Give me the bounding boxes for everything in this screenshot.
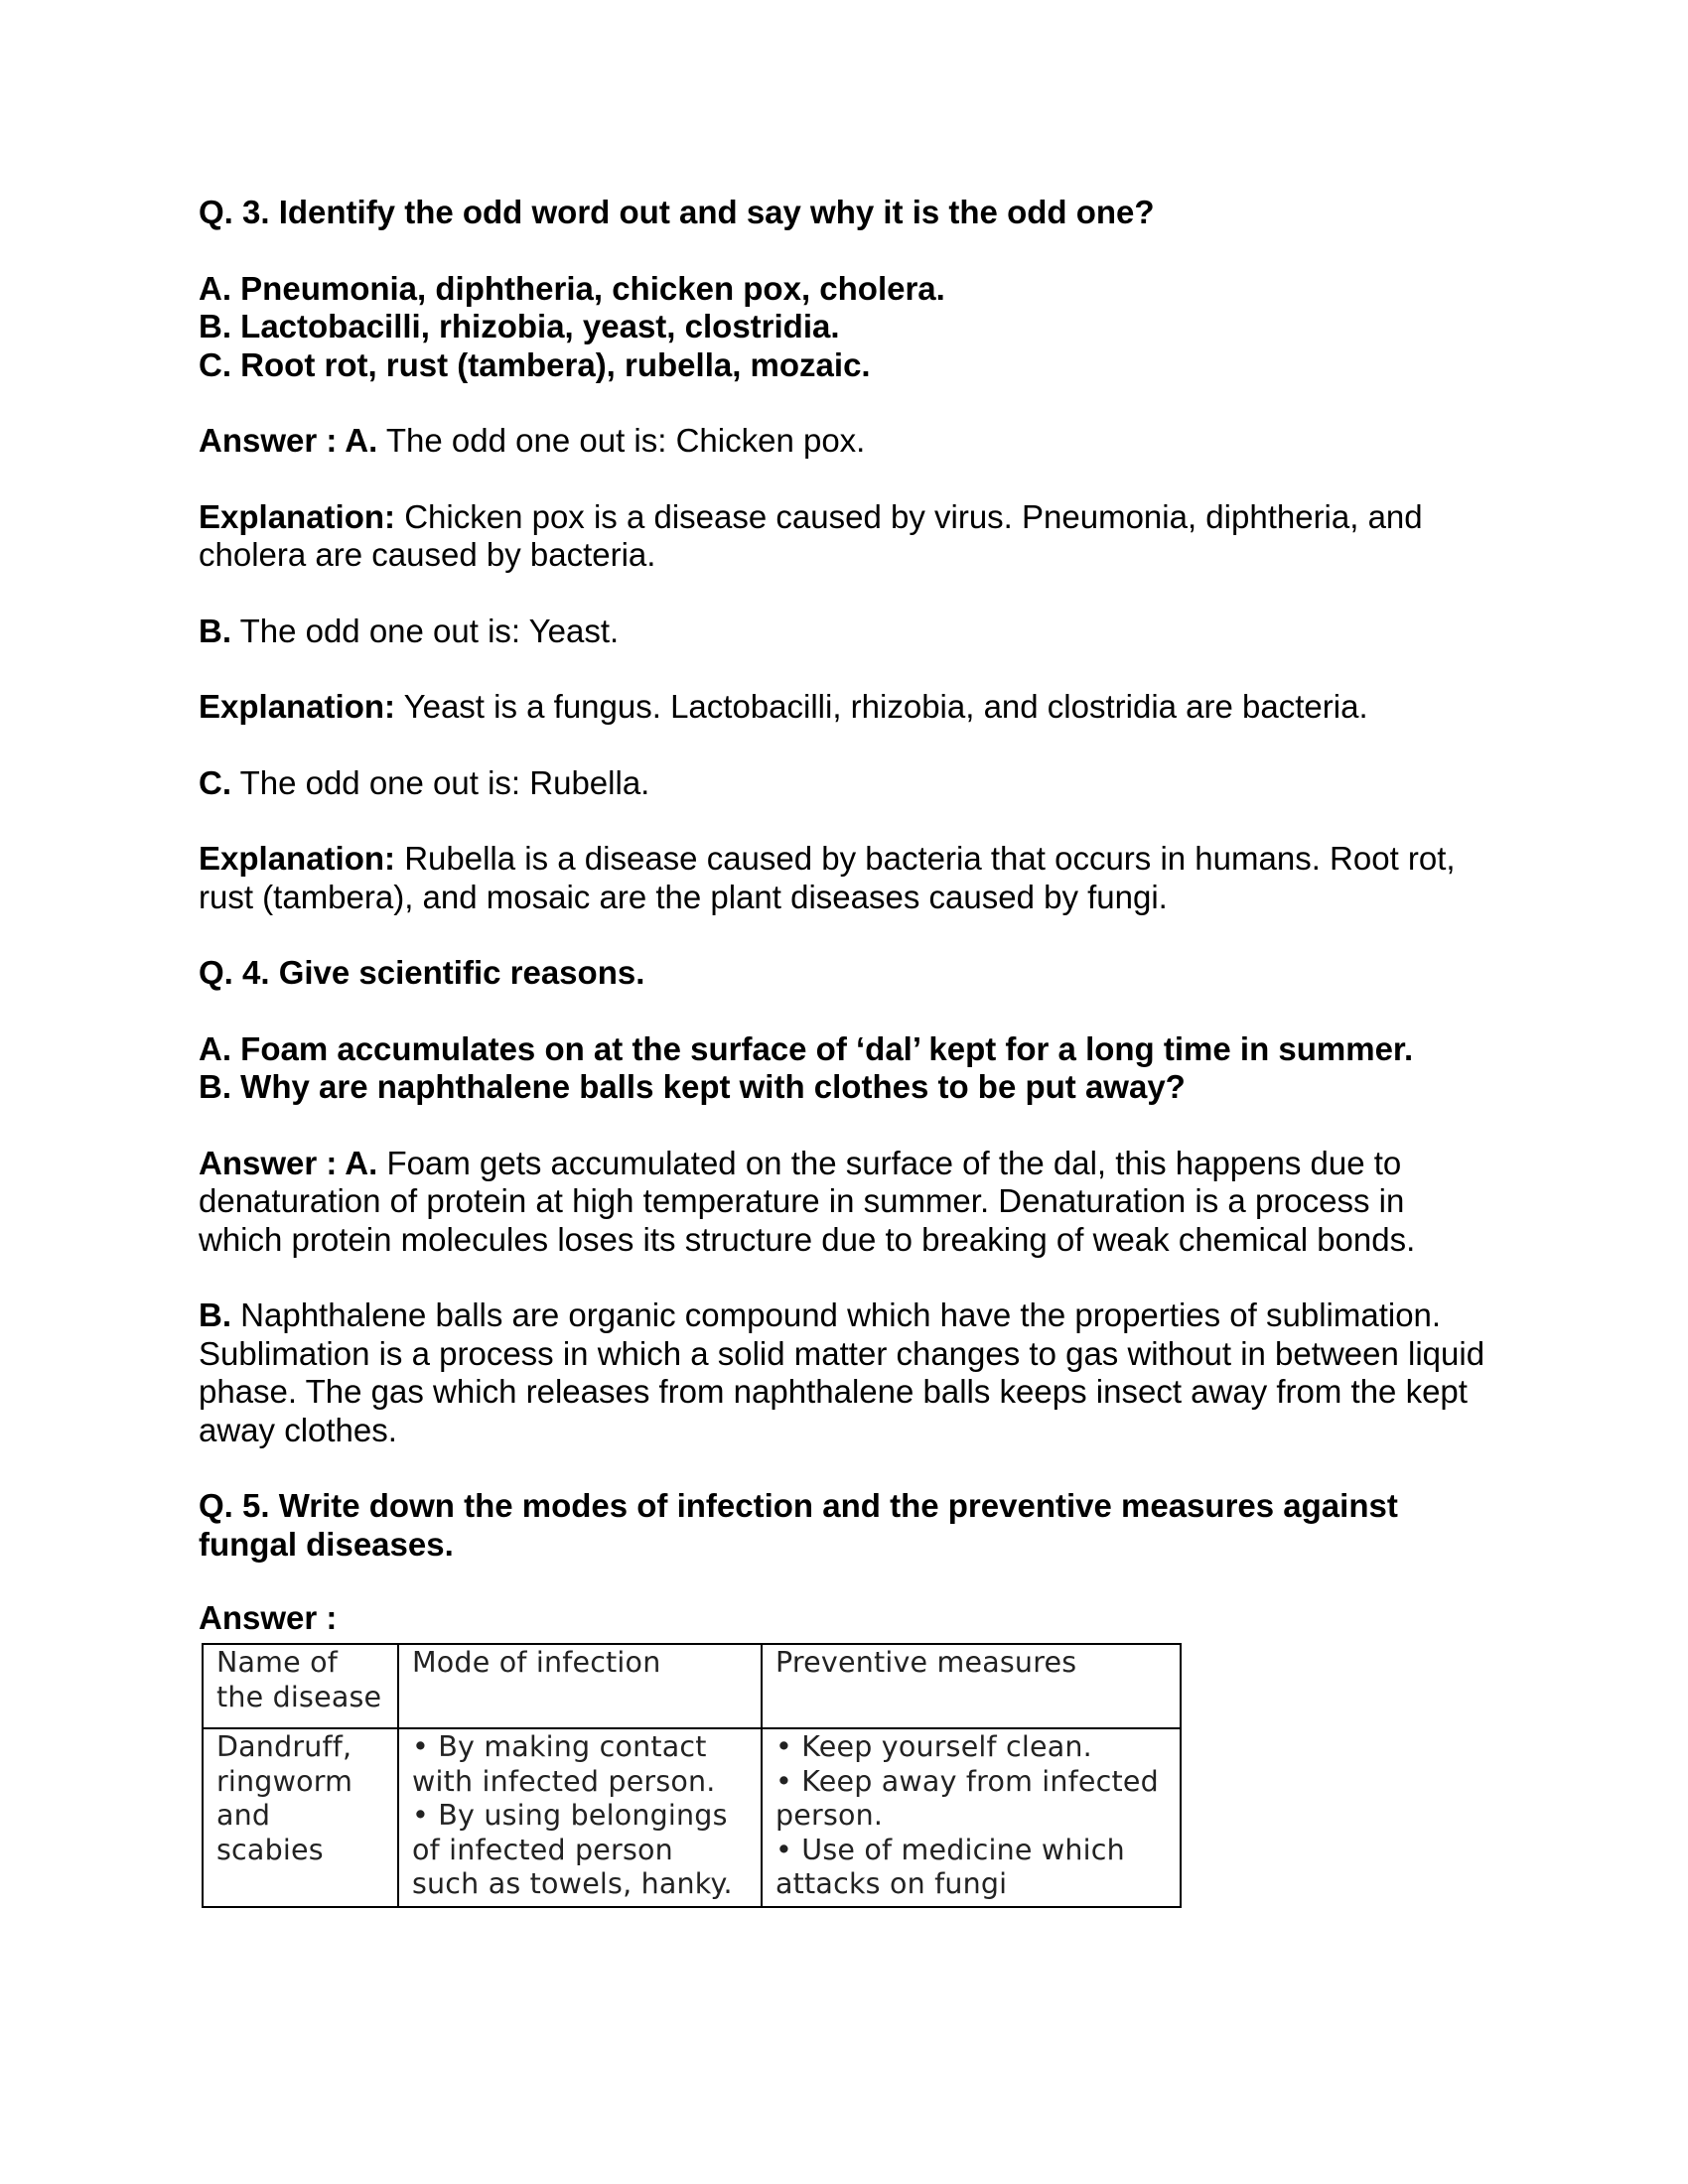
q3-answer-a: [199, 422, 1489, 461]
q4-option-b: B. Why are naphthalene balls kept with clothes to be put away?: [199, 1068, 1186, 1105]
cell-measures: [762, 1728, 1181, 1907]
question-3-options: [199, 270, 1489, 385]
table-header-row: [203, 1644, 1181, 1728]
explanation-text: Chicken pox is a disease caused by virus. Pneumonia, diphtheria, and cholera are caused by bacteria.: [199, 497, 1423, 573]
answer-c-label: C.: [199, 763, 231, 801]
answer-b-label: B.: [199, 1297, 231, 1333]
cell-disease: Dandruff, ringworm and scabies: [203, 1728, 398, 1907]
q3-option-a: A. Pneumonia, diphtheria, chicken pox, cholera.: [199, 269, 945, 307]
explanation-label: Explanation:: [199, 840, 396, 877]
answer-text: The odd one out is: Yeast.: [231, 612, 620, 649]
question-3: Q. 3. Identify the odd word out and say why it is the odd one?: [199, 194, 1155, 230]
fungal-diseases-table: [202, 1643, 1182, 1908]
header-mode: Mode of infection: [398, 1644, 762, 1728]
question-4-options: [199, 1030, 1489, 1107]
q3-option-c: C. Root rot, rust (tambera), rubella, mozaic.: [199, 345, 871, 383]
mode-item: • By making contact with infected person.: [412, 1730, 716, 1798]
measure-item: • Keep yourself clean.: [775, 1730, 1092, 1763]
question-5: Q. 5. Write down the modes of infection and the preventive measures against fungal diseases.: [199, 1487, 1398, 1563]
answer-text: Foam gets accumulated on the surface of the dal, this happens due to denaturation of protein at high temperature in summer. Denaturation is a process in which protein molecules loses its structure due to breaking of weak chemical bonds.: [199, 1144, 1416, 1258]
q3-answer-b: [199, 613, 1489, 651]
answer-b-label: B.: [199, 612, 231, 649]
q3-explanation-c: [199, 840, 1489, 916]
q3-option-b: B. Lactobacilli, rhizobia, yeast, clostridia.: [199, 308, 840, 344]
answer-label: Answer : A.: [199, 1144, 378, 1181]
document-page: [199, 194, 1489, 1638]
header-measures: Preventive measures: [762, 1644, 1181, 1728]
q4-option-a: A. Foam accumulates on at the surface of ‘dal’ kept for a long time in summer.: [199, 1029, 1414, 1067]
question-4: Q. 4. Give scientific reasons.: [199, 954, 645, 991]
q4-answer-a: [199, 1145, 1489, 1260]
cell-modes: [398, 1728, 762, 1907]
measure-item: • Keep away from infected person.: [775, 1764, 1159, 1832]
answer-text: The odd one out is: Chicken pox.: [377, 422, 866, 459]
q4-answer-b: [199, 1297, 1489, 1449]
answer-text: Naphthalene balls are organic compound which have the properties of sublimation. Sublimation is a process in which a solid matter changes to gas without in between liquid phase. The gas which releases from naphthalene balls keeps insect away from the kept away clothes.: [199, 1297, 1485, 1448]
explanation-text: Yeast is a fungus. Lactobacilli, rhizobia, and clostridia are bacteria.: [395, 688, 1368, 725]
answer-label: Answer : A.: [199, 422, 378, 459]
mode-item: • By using belongings of infected person such as towels, hanky.: [412, 1799, 733, 1900]
explanation-text: Rubella is a disease caused by bacteria that occurs in humans. Root rot, rust (tambera), and mosaic are the plant diseases caused by fungi.: [199, 840, 1456, 915]
measure-item: • Use of medicine which attacks on fungi: [775, 1833, 1125, 1900]
q3-explanation-b: [199, 688, 1489, 727]
header-disease: Name of the disease: [203, 1644, 398, 1728]
table-row: [203, 1728, 1181, 1907]
explanation-label: Explanation:: [199, 688, 396, 725]
q5-answer-label: Answer :: [199, 1599, 338, 1636]
explanation-label: Explanation:: [199, 497, 396, 535]
answer-text: The odd one out is: Rubella.: [231, 763, 650, 801]
q3-explanation-a: [199, 498, 1489, 575]
q3-answer-c: [199, 764, 1489, 803]
